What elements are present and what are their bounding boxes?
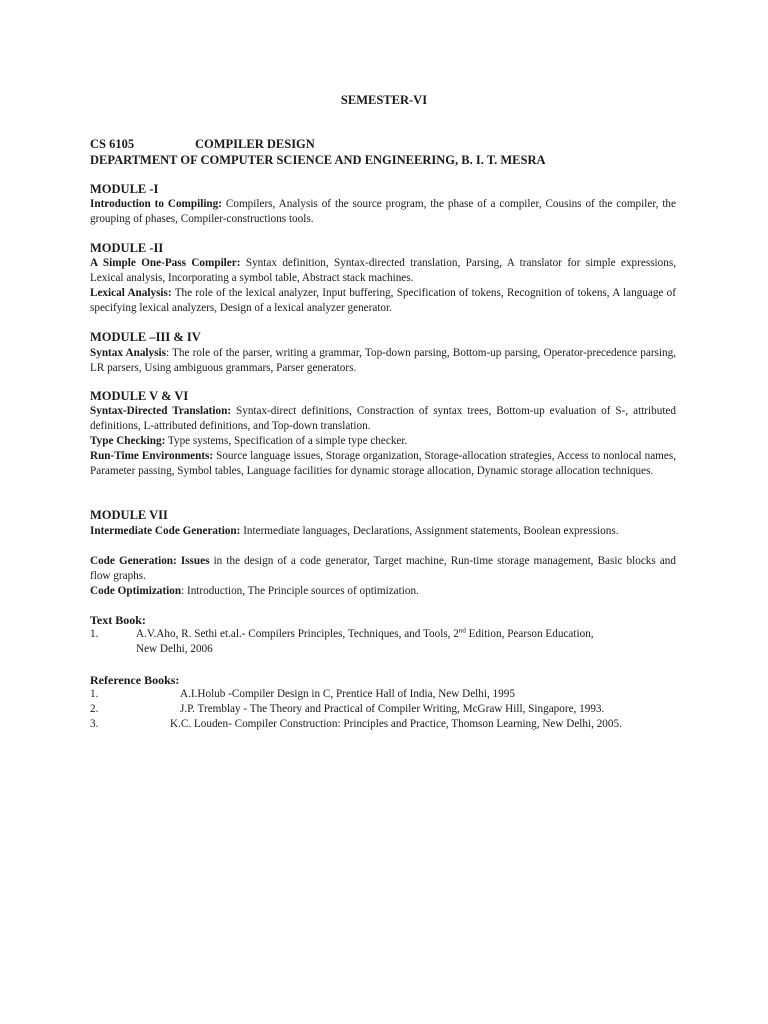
topic-label: Code Optimization — [90, 585, 182, 597]
module-5-paragraph-2 — [90, 554, 676, 584]
item-text-line-2: New Delhi, 2006 — [136, 643, 213, 655]
module-2-heading: MODULE -II — [90, 241, 164, 255]
topic-text: Compilers, Analysis of the source program, the phase of a compiler, Cousins of the compiler, the grouping of phases, Compiler-constructions tools. — [90, 198, 676, 225]
module-2-paragraph-2 — [90, 286, 676, 316]
topic-text: in the design of a code generator, Target machine, Run-time storage management, Basic blocks and flow graphs. — [90, 555, 676, 582]
topic-label: Syntax Analysis — [90, 347, 166, 359]
references-heading: Reference Books: — [90, 673, 180, 687]
topic-text: : The role of the parser, writing a grammar, Top-down parsing, Bottom-up parsing, Operator-precedence parsing, LR parsers, Using ambiguous grammars, Parser generators. — [90, 347, 676, 374]
topic-label: Intermediate Code Generation: — [90, 525, 241, 537]
topic-label: Type Checking: — [90, 435, 166, 447]
module-4-heading: MODULE V & VI — [90, 389, 189, 403]
item-number: 1. — [90, 628, 99, 640]
topic-label: Introduction to Compiling: — [90, 198, 222, 210]
topic-label: Run-Time Environments: — [90, 450, 214, 462]
course-title: COMPILER DESIGN — [195, 137, 315, 151]
topic-text: : Introduction, The Principle sources of optimization. — [181, 585, 419, 597]
item-number: 2. — [90, 703, 99, 715]
semester-title: SEMESTER-VI — [340, 93, 428, 107]
module-3-paragraph — [90, 346, 676, 376]
module-5-paragraph-1 — [90, 524, 676, 539]
module-3-heading: MODULE –III & IV — [90, 330, 201, 344]
module-1-paragraph — [90, 197, 676, 227]
module-4-paragraph-2 — [90, 434, 676, 449]
topic-text: Syntax-direct definitions, Constraction of syntax trees, Bottom-up evaluation of S-, attributed definitions, L-attributed definitions, and Top-down translation. — [90, 405, 676, 432]
item-text-part-1: A.V.Aho, R. Sethi et.al.- Compilers Principles, Techniques, and Tools, 2 — [136, 628, 459, 640]
textbook-item — [90, 628, 676, 660]
textbook-heading: Text Book: — [90, 613, 146, 627]
course-code: CS 6105 — [90, 137, 135, 151]
topic-text: Intermediate languages, Declarations, Assignment statements, Boolean expressions. — [240, 525, 619, 537]
item-text: J.P. Tremblay - The Theory and Practical of Compiler Writing, McGraw Hill, Singapore, 1993. — [180, 703, 605, 715]
item-text-part-2: Edition, Pearson Education, — [465, 628, 594, 640]
topic-label: Syntax-Directed Translation: — [90, 405, 232, 417]
module-1-heading: MODULE -I — [90, 182, 159, 196]
reference-item — [90, 718, 680, 733]
reference-item — [90, 688, 680, 703]
topic-text: Source language issues, Storage organization, Storage-allocation strategies, Access to nonlocal names, Parameter passing, Symbol tables, Language facilities for dynamic storage allocation, Dynamic storage allocation techniques. — [90, 450, 676, 477]
reference-item — [90, 703, 680, 718]
topic-label: Lexical Analysis: — [90, 287, 172, 299]
topic-text: Syntax definition, Syntax-directed translation, Parsing, A translator for simple expressions, Lexical analysis, Incorporating a symbol table, Abstract stack machines. — [90, 257, 676, 284]
item-text: A.I.Holub -Compiler Design in C, Prentice Hall of India, New Delhi, 1995 — [180, 688, 515, 700]
topic-text: Type systems, Specification of a simple type checker. — [165, 435, 408, 447]
module-4-paragraph-3 — [90, 449, 676, 479]
module-4-paragraph-1 — [90, 404, 676, 434]
topic-label: Code Generation: Issues — [90, 555, 210, 567]
topic-label: A Simple One-Pass Compiler: — [90, 257, 241, 269]
module-5-heading: MODULE VII — [90, 508, 168, 522]
module-5-paragraph-3 — [90, 584, 676, 599]
item-text: K.C. Louden- Compiler Construction: Principles and Practice, Thomson Learning, New Delhi, 2005. — [170, 718, 622, 730]
item-number: 3. — [90, 718, 99, 730]
department-line: DEPARTMENT OF COMPUTER SCIENCE AND ENGINEERING, B. I. T. MESRA — [90, 153, 546, 167]
superscript: nd — [458, 626, 466, 635]
module-2-paragraph-1 — [90, 256, 676, 286]
course-line — [90, 137, 315, 152]
item-number: 1. — [90, 688, 99, 700]
topic-text: The role of the lexical analyzer, Input buffering, Specification of tokens, Recognition of tokens, A language of specifying lexical analyzers, Design of a lexical analyzer generator. — [90, 287, 676, 314]
item-text — [136, 628, 594, 640]
